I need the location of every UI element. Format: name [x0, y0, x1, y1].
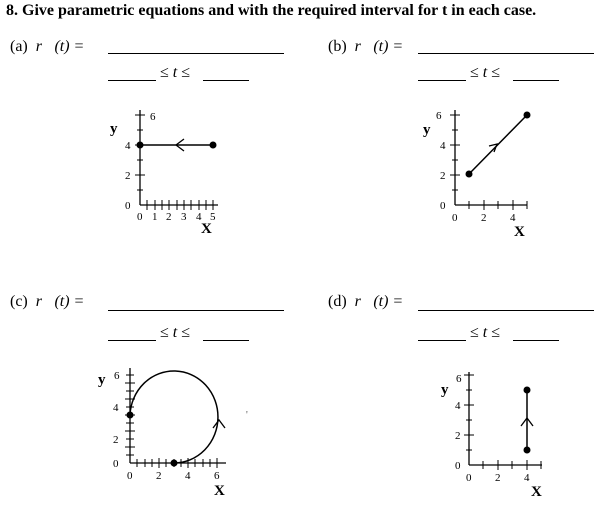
part-a-label: (a) r⃗(t) =: [10, 38, 85, 55]
graph-a-xtick-4: 4: [196, 211, 202, 223]
graph-b-endpoint-end: [524, 112, 531, 119]
graph-a-ytick-6: 6: [150, 111, 156, 123]
part-c-interval: ≤ t ≤: [160, 324, 191, 341]
graph-c-path: [130, 371, 218, 463]
graph-b-ytick-2: 2: [440, 170, 446, 182]
graph-d-xtick-0: 0: [466, 472, 472, 484]
graph-a-xtick-1: 1: [152, 211, 158, 223]
part-c-label: (c) r⃗(t) =: [10, 293, 85, 310]
graph-b-ytick-6: 6: [436, 110, 442, 122]
graph-c: [125, 368, 226, 468]
graph-d-endpoint-start: [524, 447, 531, 454]
graph-a-ytick-2: 2: [125, 170, 131, 182]
graph-a-xtick-3: 3: [181, 211, 187, 223]
graph-c-xtick-2: 2: [156, 470, 162, 482]
graph-c-direction-arrow: [213, 420, 225, 428]
part-a-interval: ≤ t ≤: [160, 64, 191, 81]
stray-mark: ': [246, 410, 248, 421]
graph-a-endpoint-left: [137, 142, 144, 149]
graph-d-ytick-2: 2: [455, 430, 461, 442]
graph-b-xtick-4: 4: [510, 212, 516, 224]
graph-d-ytick-0: 0: [455, 460, 461, 472]
graph-a: [135, 110, 218, 210]
graph-c-ytick-6: 6: [114, 370, 120, 382]
graph-a-endpoint-right: [210, 142, 217, 149]
graph-a-ytick-4: 4: [125, 140, 131, 152]
graph-c-ytick-2: 2: [113, 434, 119, 446]
graph-c-ylabel: y: [98, 372, 106, 388]
graph-d-xtick-2: 2: [495, 472, 501, 484]
graph-d-ytick-4: 4: [455, 400, 461, 412]
graph-c-endpoint-end: [171, 460, 178, 467]
graph-b-direction-arrow: [489, 144, 497, 152]
graph-b: [450, 110, 527, 210]
graph-b-xtick-0: 0: [452, 212, 458, 224]
graph-b-ylabel: y: [423, 122, 431, 138]
graph-a-ylabel: y: [110, 121, 118, 137]
graph-a-ytick-0: 0: [125, 200, 131, 212]
graph-a-xtick-0: 0: [137, 211, 143, 223]
graph-c-ytick-4: 4: [113, 402, 119, 414]
question-title: 8. Give parametric equations and with the required interval for t in each case.: [6, 2, 537, 19]
part-d-interval: ≤ t ≤: [470, 324, 501, 341]
part-d-label: (d) r⃗(t) =: [328, 293, 404, 310]
part-b-interval: ≤ t ≤: [470, 64, 501, 81]
part-b-label: (b) r⃗(t) =: [328, 38, 404, 55]
graph-c-xlabel: X: [214, 483, 225, 499]
graph-a-xlabel: X: [201, 221, 212, 237]
graph-b-xtick-2: 2: [481, 212, 487, 224]
graph-d-xlabel: X: [531, 484, 542, 500]
graph-c-xtick-4: 4: [185, 470, 191, 482]
graph-b-endpoint-start: [466, 171, 473, 178]
graph-d-ytick-6: 6: [456, 373, 462, 385]
graph-b-ytick-4: 4: [440, 140, 446, 152]
graph-c-xtick-6: 6: [214, 470, 220, 482]
graph-d: [464, 372, 542, 470]
graph-d-endpoint-end: [524, 387, 531, 394]
graph-b-xlabel: X: [514, 224, 525, 240]
graph-c-endpoint-start: [127, 412, 134, 419]
graph-b-ytick-0: 0: [440, 200, 446, 212]
graph-a-xtick-5: 5: [210, 211, 216, 223]
graph-d-ylabel: y: [441, 382, 449, 398]
graph-a-xtick-2: 2: [166, 211, 172, 223]
graph-d-xtick-4: 4: [524, 472, 530, 484]
graph-c-ytick-0: 0: [113, 458, 119, 470]
graph-c-xtick-0: 0: [127, 470, 133, 482]
graph-b-path: [469, 115, 527, 174]
